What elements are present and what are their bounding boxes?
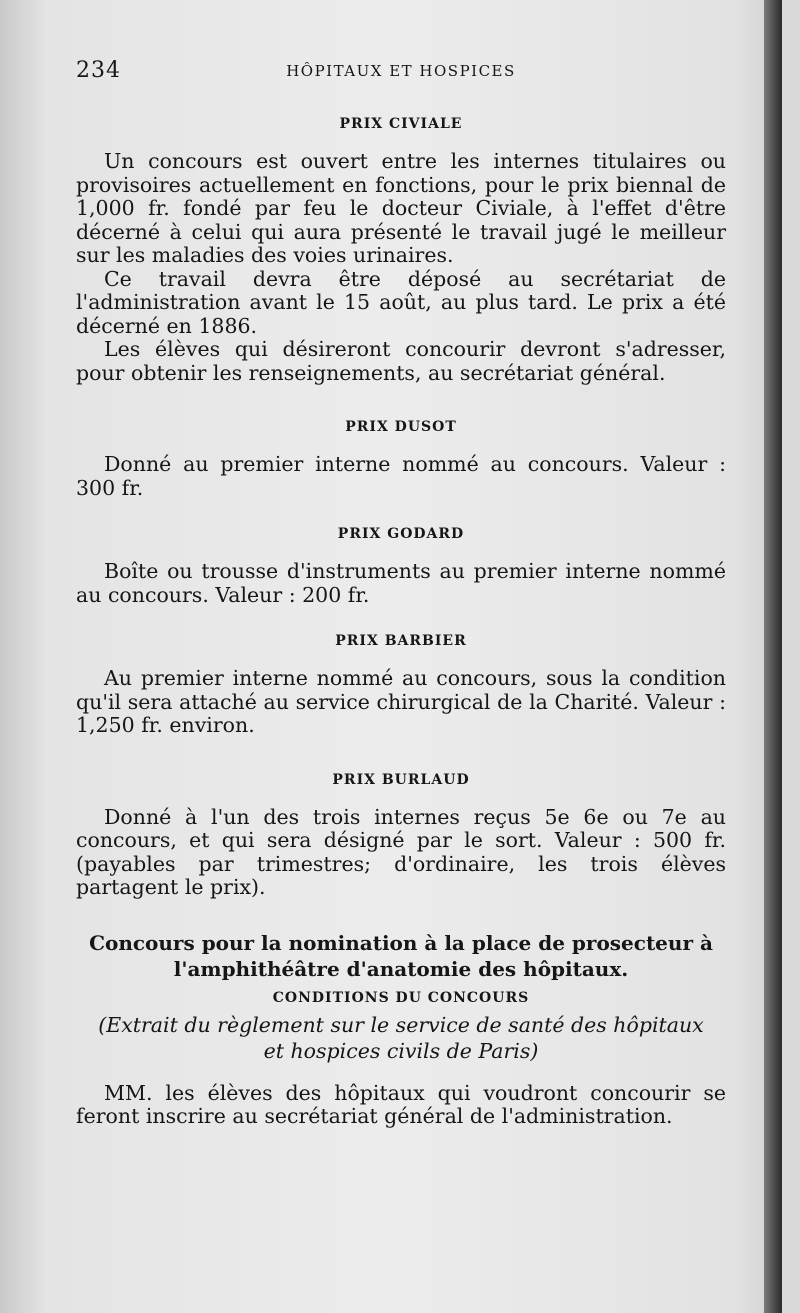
paragraph: Au premier interne nommé au concours, sous la condition qu'il sera attaché au service chirurgical de la Charité. Valeur : 1,250 fr. environ. <box>76 666 726 737</box>
page-content <box>76 58 726 1129</box>
paragraph: Les élèves qui désireront concourir devront s'adresser, pour obtenir les renseignements, au secrétariat général. <box>76 337 726 385</box>
paragraph: Boîte ou trousse d'instruments au premier interne nommé au concours. Valeur : 200 fr. <box>76 559 726 607</box>
paragraph: MM. les élèves des hôpitaux qui voudront concourir se feront inscrire au secrétariat général de l'administration. <box>76 1080 726 1128</box>
paragraph: Donné au premier interne nommé au concours. Valeur : 300 fr. <box>76 452 726 500</box>
extract-line: (Extrait du règlement sur le service de santé des hôpitaux <box>98 1012 704 1037</box>
running-head-title: HÔPITAUX ET HOSPICES <box>286 62 516 80</box>
concours-heading-line: l'amphithéâtre d'anatomie des hôpitaux. <box>173 956 629 981</box>
concours-heading-line: Concours pour la nomination à la place de prosecteur à <box>89 930 713 955</box>
section-concours-prosecteur <box>76 930 726 1129</box>
paragraph: Donné à l'un des trois internes reçus 5e 6e ou 7e au concours, et qui sera désigné par le sort. Valeur : 500 fr. (payables par trimestres; d'ordinaire, les trois élèves partagent le prix). <box>76 804 726 899</box>
section-prix-dusot <box>76 419 726 500</box>
section-prix-godard <box>76 526 726 607</box>
running-head <box>76 58 726 98</box>
paragraph: Un concours est ouvert entre les internes titulaires ou provisoires actuellement en fonctions, pour le prix biennal de 1,000 fr. fondé par feu le docteur Civiale, à l'effet d'être décerné à celui qui aura présenté le travail jugé le meilleur sur les maladies des voies urinaires. <box>76 149 726 267</box>
section-heading-prix-godard: PRIX GODARD <box>337 526 465 542</box>
section-prix-civiale <box>76 116 726 385</box>
section-prix-barbier <box>76 633 726 738</box>
section-heading-conditions: CONDITIONS DU CONCOURS <box>272 989 530 1006</box>
section-prix-burlaud <box>76 772 726 900</box>
extract-line: et hospices civils de Paris) <box>263 1038 539 1063</box>
paragraph: Ce travail devra être déposé au secrétariat de l'administration avant le 15 août, au plus tard. Le prix a été décerné en 1886. <box>76 266 726 338</box>
section-heading-prix-barbier: PRIX BARBIER <box>335 633 467 649</box>
concours-heading <box>76 930 726 982</box>
section-heading-prix-civiale: PRIX CIVIALE <box>339 116 463 132</box>
page-number: 234 <box>76 58 121 83</box>
section-heading-prix-burlaud: PRIX BURLAUD <box>332 771 470 788</box>
book-spine-shadow <box>764 0 782 1313</box>
reglement-extract <box>76 1012 726 1064</box>
section-heading-prix-dusot: PRIX DUSOT <box>345 419 457 435</box>
